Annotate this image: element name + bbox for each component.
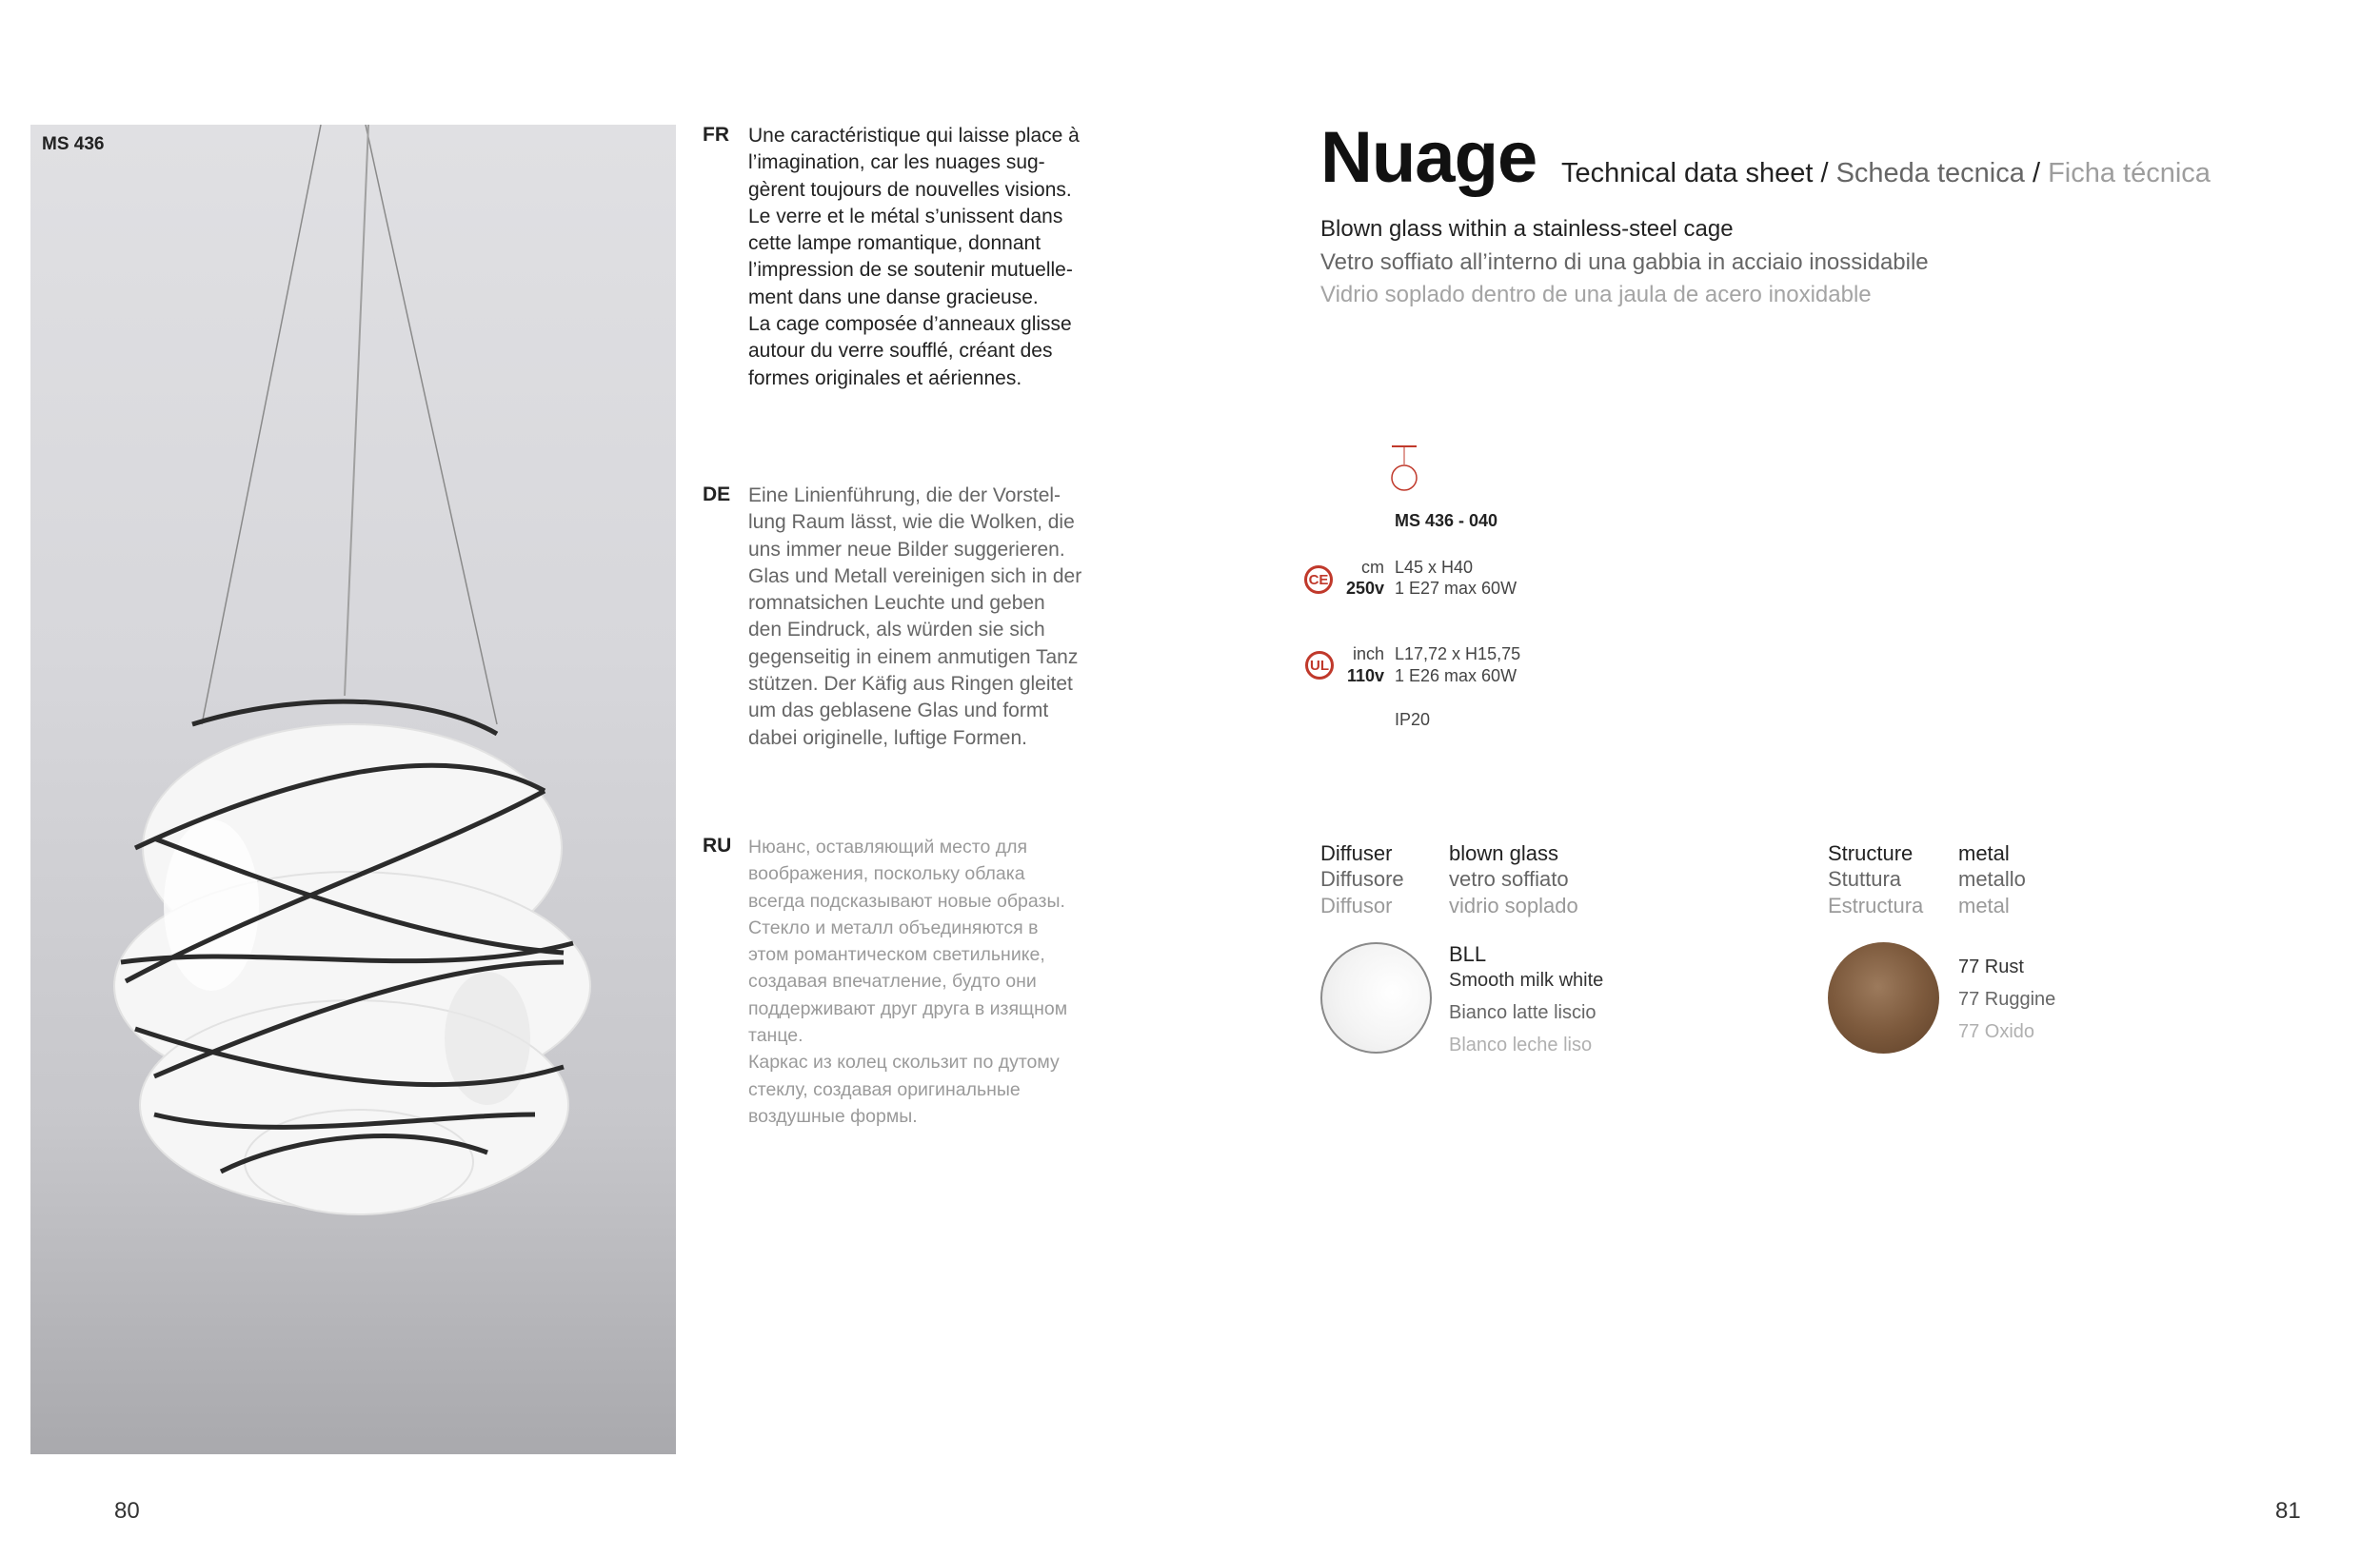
subtitle-en: Technical data sheet	[1561, 158, 1814, 188]
subtitle-it: Scheda tecnica	[1835, 158, 2025, 188]
metric-unit: cm	[1361, 558, 1384, 577]
imperial-unit: inch	[1352, 644, 1384, 663]
diffuser-value-en: blown glass	[1449, 841, 1558, 865]
product-photo	[30, 125, 676, 1454]
finish-swatch-milk-white	[1320, 942, 1432, 1054]
rust-name-en: 77 Rust	[1958, 956, 2024, 977]
page-number-right: 81	[2275, 1498, 2301, 1524]
lang-code-de: DE	[703, 483, 731, 505]
subtitle-separator: /	[2024, 158, 2049, 188]
lamp-illustration	[30, 125, 676, 1454]
rust-name-es: 77 Oxido	[1958, 1021, 2035, 1042]
metric-voltage: 250v	[1345, 579, 1384, 598]
page-title: Nuage	[1320, 117, 1537, 198]
description-en: Blown glass within a stainless-steel cage	[1320, 216, 1734, 242]
structure-label-es: Estructura	[1828, 894, 1924, 917]
ce-mark-icon: CE	[1304, 565, 1333, 594]
finish-name-en: Smooth milk white	[1449, 970, 1604, 991]
page-subtitle	[1561, 158, 2211, 189]
lang-code-ru: RU	[703, 835, 732, 857]
structure-value-es: metal	[1958, 894, 2010, 917]
diffuser-value-es: vidrio soplado	[1449, 894, 1578, 917]
subtitle-es: Ficha técnica	[2048, 158, 2211, 188]
diffuser-label-es: Diffusor	[1320, 894, 1393, 917]
finish-code-bll: BLL	[1449, 942, 1487, 966]
diffuser-label-en: Diffuser	[1320, 841, 1393, 865]
finish-name-es: Blanco leche liso	[1449, 1035, 1593, 1055]
structure-value-en: metal	[1958, 841, 2010, 865]
description-it: Vetro soffiato all’interno di una gabbia in acciaio inossidabile	[1320, 249, 1929, 275]
metric-dimensions: L45 x H40	[1395, 558, 1474, 577]
model-code: MS 436 - 040	[1395, 511, 1498, 530]
pendant-lamp-icon	[1390, 444, 1418, 496]
structure-value-it: metallo	[1958, 867, 2026, 891]
lang-text-fr: Une caractéristique qui laisse place à l’imagination, car les nuages sug- gèrent toujours de nouvelles visions. Le verre et le métal s’unissent dans cette lampe romantique, donnant l’impression de se soutenir mutuelle- ment dans une danse gracieuse. La cage composée d’anneaux glisse autour du verre soufflé, créant des formes originales et aériennes.	[748, 125, 1080, 389]
imperial-voltage: 110v	[1346, 666, 1384, 685]
finish-swatch-rust	[1828, 942, 1939, 1054]
protection-rating: IP20	[1395, 710, 1431, 729]
rust-name-it: 77 Ruggine	[1958, 989, 2056, 1010]
imperial-bulb: 1 E26 max 60W	[1395, 666, 1517, 685]
ul-mark-icon: UL	[1305, 651, 1334, 680]
imperial-dimensions: L17,72 x H15,75	[1395, 644, 1521, 663]
structure-label-it: Stuttura	[1828, 867, 1902, 891]
subtitle-separator: /	[1813, 158, 1836, 188]
page-number-left: 80	[114, 1498, 140, 1524]
metric-bulb: 1 E27 max 60W	[1395, 579, 1517, 598]
structure-label-en: Structure	[1828, 841, 1914, 865]
diffuser-value-it: vetro soffiato	[1449, 867, 1569, 891]
finish-name-it: Bianco latte liscio	[1449, 1002, 1597, 1023]
photo-code-label: MS 436	[42, 134, 105, 154]
lang-code-fr: FR	[703, 124, 729, 146]
diffuser-label-it: Diffusore	[1320, 867, 1404, 891]
description-es: Vidrio soplado dentro de una jaula de acero inoxidable	[1320, 282, 1872, 307]
lang-text-de: Eine Linienführung, die der Vorstel- lung Raum lässt, wie die Wolken, die uns immer neue Bilder suggerieren. Glas und Metall vereinigen sich in der romnatsichen Leuchte und geben den Eindruck, als würden sie sich gegenseitig in einem anmutigen Tanz stützen. Der Käfig aus Ringen gleitet um das geblasene Glas und formt dabei originelle, luftige Formen.	[748, 484, 1082, 749]
lang-text-ru: Нюанс, оставляющий место для воображения, поскольку облака всегда подсказывают новые образы. Стекло и металл объединяются в этом романтическом светильнике, создавая впечатление, будто они поддерживают друг друга в изящном танце. Каркас из колец скользит по дутому стеклу, создавая оригинальные воздушные формы.	[748, 837, 1068, 1127]
